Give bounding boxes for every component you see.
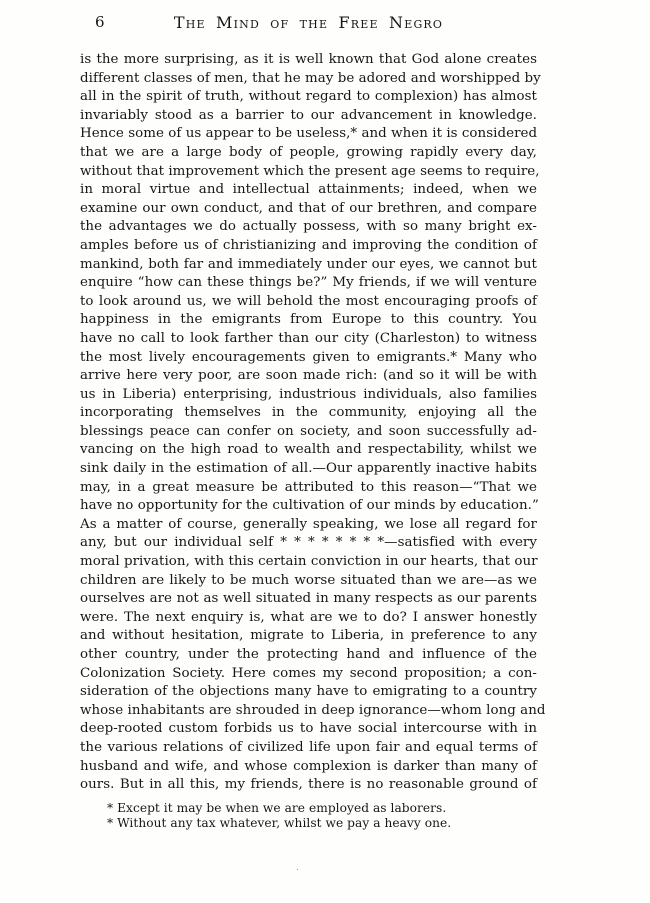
text-line: were. The next enquiry is, what are we to do? I answer honestly: [80, 609, 537, 625]
text-line: sink daily in the estimation of all.—Our apparently inactive habits: [80, 461, 537, 477]
text-line: husband and wife, and whose complexion is darker than many of: [80, 758, 537, 774]
footnote-line: * Except it may be when we are employed as laborers.: [107, 801, 447, 815]
text-line: the most lively encouragements given to emigrants.* Many who: [80, 349, 537, 365]
text-line: that we are a large body of people, growing rapidly every day,: [80, 144, 537, 160]
text-line: moral privation, with this certain conviction in our hearts, that our: [80, 554, 538, 570]
text-line: ours. But in all this, my friends, there is no reasonable ground of: [80, 777, 537, 793]
text-line: arrive here very poor, are soon made rich: (and so it will be with: [80, 368, 537, 384]
text-line: enquire “how can these things be?” My friends, if we will venture: [80, 275, 537, 291]
text-line: may, in a great measure be attributed to this reason—“That we: [80, 479, 537, 495]
text-line: incorporating themselves in the community, enjoying all the: [80, 405, 537, 421]
text-line: the various relations of civilized life upon fair and equal terms of: [80, 739, 537, 755]
text-line: without that improvement which the present age seems to require,: [80, 163, 540, 179]
footnotes: [107, 801, 527, 832]
text-line: sideration of the objections many have to emigrating to a country: [80, 684, 537, 700]
text-line: all in the spirit of truth, without regard to complexion) has almost: [80, 89, 537, 105]
text-line: ourselves are not as well situated in many respects as our parents: [80, 591, 537, 607]
text-line: blessings peace can confer on society, and soon successfully ad-: [80, 423, 537, 439]
text-line: the advantages we do actually possess, with so many bright ex-: [80, 219, 537, 235]
running-title: The Mind of the Free Negro: [173, 13, 444, 32]
text-line: and without hesitation, migrate to Liberia, in preference to any: [80, 628, 537, 644]
page-number: 6: [95, 13, 105, 31]
text-line: mankind, both far and immediately under our eyes, we cannot but: [80, 256, 537, 272]
text-line: any, but our individual self * * * * * * * *—satisfied with every: [80, 535, 537, 551]
text-line: children are likely to be much worse situated than we are—as we: [80, 572, 537, 588]
scan-artifact-dot: .: [296, 863, 299, 873]
text-line: vancing on the high road to wealth and respectability, whilst we: [80, 442, 537, 458]
text-line: other country, under the protecting hand and influence of the: [80, 647, 537, 662]
text-line: us in Liberia) enterprising, industrious individuals, also families: [80, 386, 537, 402]
footnote-line: * Without any tax whatever, whilst we pay a heavy one.: [107, 816, 452, 831]
text-line: Hence some of us appear to be useless,* and when it is considered: [80, 126, 538, 142]
text-line: amples before us of christianizing and improving the condition of: [80, 237, 537, 253]
text-line: invariably stood as a barrier to our advancement in knowledge.: [80, 107, 537, 123]
text-line: whose inhabitants are shrouded in deep ignorance—whom long and: [80, 702, 546, 718]
text-line: deep-rooted custom forbids us to have social intercourse with in: [80, 721, 537, 737]
running-header: [80, 13, 537, 33]
text-line: different classes of men, that he may be adored and worshipped by: [80, 70, 541, 86]
body-text: [80, 51, 546, 795]
text-line: to look around us, we will behold the most encouraging proofs of: [80, 293, 537, 309]
text-line: happiness in the emigrants from Europe to this country. You: [80, 312, 537, 328]
text-line: examine our own conduct, and that of our brethren, and compare: [80, 200, 537, 216]
text-line: is the more surprising, as it is well known that God alone creates: [80, 52, 537, 67]
text-line: have no opportunity for the cultivation of our minds by education.”: [80, 498, 539, 514]
text-line: Colonization Society. Here comes my second proposition; a con-: [80, 665, 537, 681]
text-line: have no call to look farther than our city (Charleston) to witness: [80, 330, 537, 346]
text-line: As a matter of course, generally speaking, we lose all regard for: [80, 516, 537, 532]
text-line: in moral virtue and intellectual attainments; indeed, when we: [80, 182, 537, 198]
